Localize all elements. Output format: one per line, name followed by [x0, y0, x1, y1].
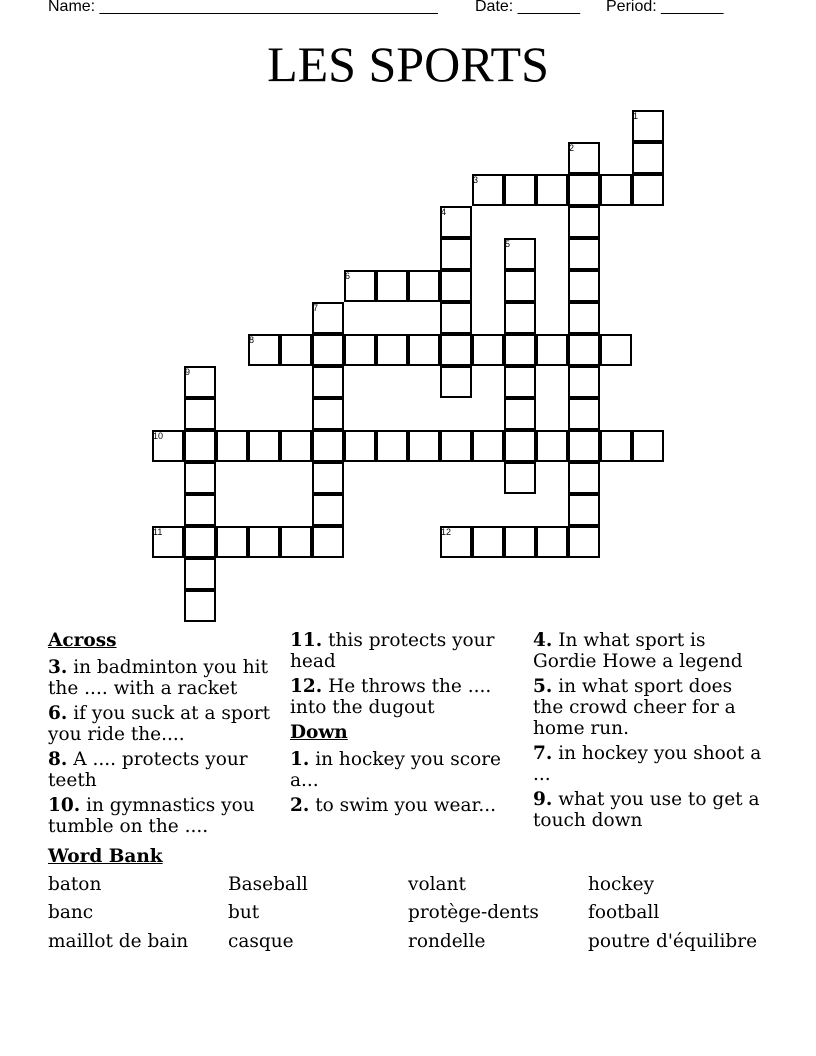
word-bank-item: hockey: [588, 874, 655, 895]
crossword-cell[interactable]: [568, 206, 600, 238]
word-bank-item: Baseball: [228, 874, 308, 895]
crossword-cell[interactable]: [568, 462, 600, 494]
crossword-cell[interactable]: [536, 526, 568, 558]
clue-down-4: 4. In what sport is Gordie Howe a legend: [533, 630, 743, 672]
word-bank-item: volant: [408, 874, 466, 895]
crossword-cell[interactable]: [568, 526, 600, 558]
clue-down-9: 9. what you use to get a touch down: [533, 789, 760, 831]
crossword-cell[interactable]: [440, 430, 472, 462]
crossword-cell[interactable]: [312, 334, 344, 366]
period-field-label: Period: _______: [606, 0, 724, 15]
crossword-cell[interactable]: [440, 302, 472, 334]
crossword-cell[interactable]: [600, 174, 632, 206]
clue-down-7: 7. in hockey you shoot a ...: [533, 743, 762, 785]
clue-across-3: 3. in badminton you hit the .... with a racket: [48, 657, 269, 699]
crossword-cell[interactable]: [184, 430, 216, 462]
crossword-cell[interactable]: [632, 174, 664, 206]
clue-number: 4: [441, 207, 447, 217]
crossword-cell[interactable]: [184, 398, 216, 430]
crossword-cell[interactable]: [536, 430, 568, 462]
crossword-cell[interactable]: [184, 494, 216, 526]
across-heading: Across: [48, 630, 117, 651]
clues-column-3: [533, 630, 768, 835]
crossword-cell[interactable]: [568, 270, 600, 302]
crossword-cell[interactable]: [632, 430, 664, 462]
word-bank-item: poutre d'équilibre: [588, 931, 758, 952]
clue-number: 3: [473, 175, 479, 185]
clue-number: 8: [249, 335, 255, 345]
crossword-cell[interactable]: [344, 430, 376, 462]
crossword-cell[interactable]: [280, 526, 312, 558]
crossword-cell[interactable]: [408, 430, 440, 462]
clue-number: 1: [633, 111, 639, 121]
date-field-label: Date: _______: [475, 0, 580, 15]
crossword-cell[interactable]: [312, 430, 344, 462]
crossword-cell[interactable]: [504, 398, 536, 430]
crossword-cell[interactable]: [344, 334, 376, 366]
clue-number: 12: [441, 527, 452, 537]
crossword-cell[interactable]: [248, 526, 280, 558]
crossword-cell[interactable]: [600, 334, 632, 366]
clue-number: 11: [153, 527, 163, 537]
word-bank-item: maillot de bain: [48, 931, 189, 952]
crossword-cell[interactable]: [440, 334, 472, 366]
word-bank-heading: Word Bank: [48, 846, 163, 867]
crossword-cell[interactable]: [568, 366, 600, 398]
clue-down-5: 5. in what sport does the crowd cheer for a home run.: [533, 676, 736, 739]
crossword-cell[interactable]: [568, 494, 600, 526]
crossword-cell[interactable]: [312, 526, 344, 558]
word-bank-item: protège-dents: [408, 902, 539, 923]
crossword-cell[interactable]: [184, 590, 216, 622]
crossword-cell[interactable]: [504, 462, 536, 494]
crossword-cell[interactable]: [312, 398, 344, 430]
clues-column-1: [48, 630, 283, 841]
crossword-cell[interactable]: [600, 430, 632, 462]
crossword-cell[interactable]: [280, 334, 312, 366]
crossword-cell[interactable]: [248, 430, 280, 462]
crossword-cell[interactable]: [440, 238, 472, 270]
crossword-cell[interactable]: [568, 430, 600, 462]
crossword-cell[interactable]: [312, 462, 344, 494]
clue-across-6: 6. if you suck at a sport you ride the....: [48, 703, 271, 745]
crossword-cell[interactable]: [504, 366, 536, 398]
word-bank-item: rondelle: [408, 931, 486, 952]
crossword-cell[interactable]: [376, 334, 408, 366]
clue-number: 9: [185, 367, 191, 377]
crossword-cell[interactable]: [216, 430, 248, 462]
crossword-cell[interactable]: [440, 366, 472, 398]
clue-number: 2: [569, 143, 575, 153]
clue-down-1: 1. in hockey you score a...: [290, 749, 502, 791]
crossword-cell[interactable]: [504, 526, 536, 558]
clue-number: 5: [505, 239, 511, 249]
crossword-cell[interactable]: [504, 302, 536, 334]
crossword-cell[interactable]: [184, 462, 216, 494]
clue-number: 7: [313, 303, 319, 313]
word-bank-item: football: [588, 902, 660, 923]
page-title: LES SPORTS: [267, 36, 549, 92]
crossword-cell[interactable]: [504, 270, 536, 302]
clue-number: 10: [153, 431, 164, 441]
crossword-cell[interactable]: [504, 430, 536, 462]
clue-down-2: 2. to swim you wear...: [290, 795, 496, 816]
crossword-cell[interactable]: [536, 174, 568, 206]
crossword-cell[interactable]: [472, 526, 504, 558]
crossword-cell[interactable]: [536, 334, 568, 366]
crossword-cell[interactable]: [280, 430, 312, 462]
word-bank-item: casque: [228, 931, 294, 952]
crossword-cell[interactable]: [568, 238, 600, 270]
clues-column-2: [290, 630, 525, 820]
crossword-cell[interactable]: [568, 302, 600, 334]
clue-number: 6: [345, 271, 351, 281]
word-bank-item: banc: [48, 902, 94, 923]
crossword-cell[interactable]: [184, 558, 216, 590]
crossword-cell[interactable]: [408, 334, 440, 366]
crossword-cell[interactable]: [568, 174, 600, 206]
name-field-label: Name: ______________________________________: [48, 0, 438, 15]
crossword-cell[interactable]: [216, 526, 248, 558]
crossword-cell[interactable]: [568, 398, 600, 430]
crossword-cell[interactable]: [184, 526, 216, 558]
clue-across-12: 12. He throws the .... into the dugout: [290, 676, 492, 718]
crossword-cell[interactable]: [472, 430, 504, 462]
crossword-cell[interactable]: [504, 334, 536, 366]
crossword-cell[interactable]: [312, 366, 344, 398]
clue-across-8: 8. A .... protects your teeth: [48, 749, 248, 791]
crossword-cell[interactable]: [376, 430, 408, 462]
crossword-cell[interactable]: [568, 334, 600, 366]
crossword-cell[interactable]: [440, 270, 472, 302]
word-bank-item: but: [228, 902, 260, 923]
crossword-cell[interactable]: [408, 270, 440, 302]
crossword-cell[interactable]: [472, 334, 504, 366]
clue-across-10: 10. in gymnastics you tumble on the ....: [48, 795, 255, 837]
down-heading: Down: [290, 722, 348, 743]
clue-across-11: 11. this protects your head: [290, 630, 495, 672]
word-bank-item: baton: [48, 874, 102, 895]
crossword-cell[interactable]: [504, 174, 536, 206]
crossword-cell[interactable]: [632, 142, 664, 174]
crossword-cell[interactable]: [312, 494, 344, 526]
crossword-cell[interactable]: [376, 270, 408, 302]
